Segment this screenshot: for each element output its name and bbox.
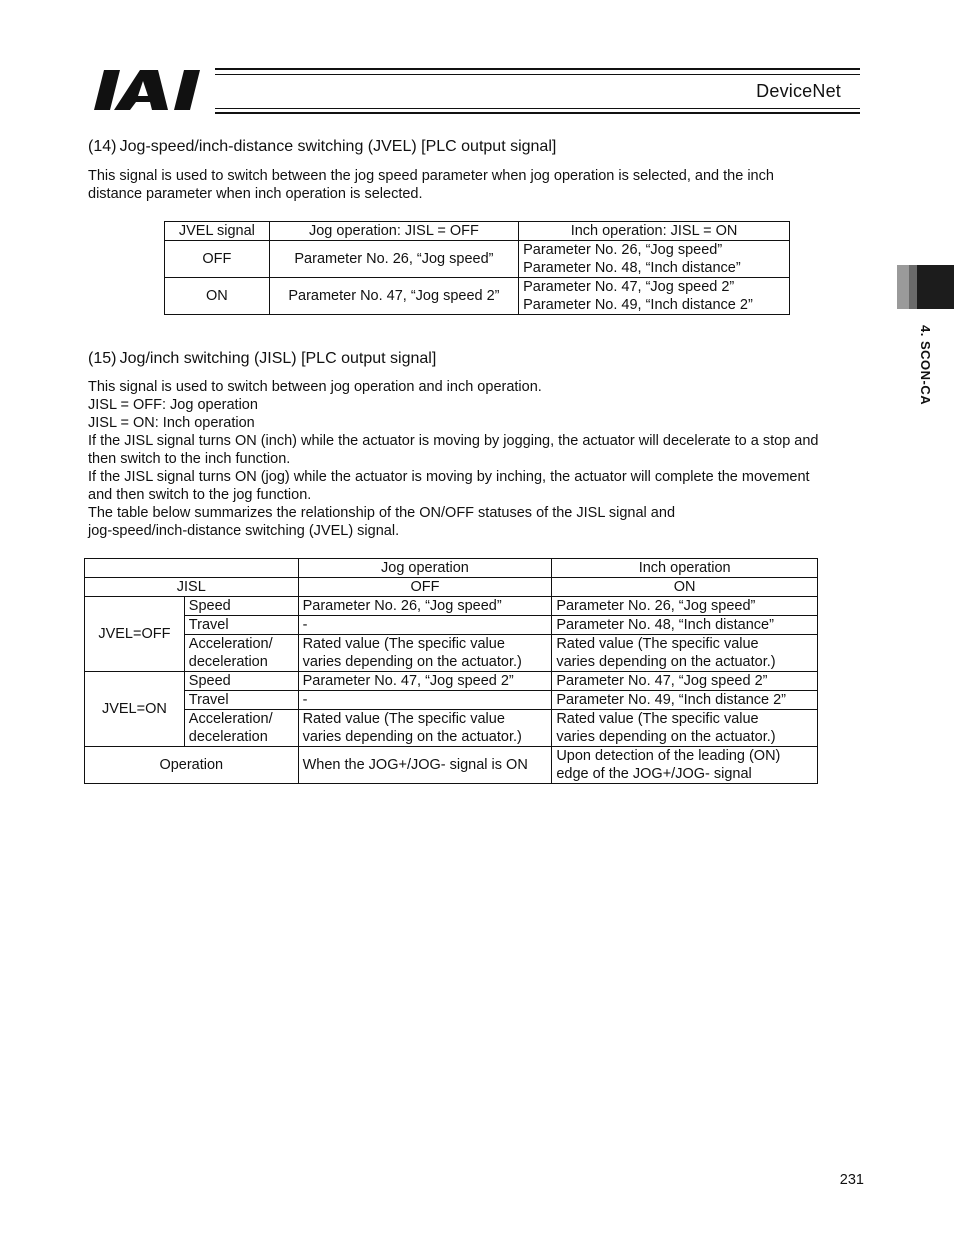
body-line: The table below summarizes the relationship of the ON/OFF statuses of the JISL signal and — [88, 505, 676, 521]
table-header-cell: Jog operation — [298, 559, 552, 578]
header-title: DeviceNet — [756, 81, 841, 101]
table-header-cell: Inch operation — [552, 559, 818, 578]
table-header-cell — [85, 559, 299, 578]
table-row — [85, 672, 818, 691]
table-row — [165, 241, 790, 278]
table-header-cell: Jog operation: JISL = OFF — [269, 222, 518, 241]
table-cell: ON — [165, 278, 270, 315]
section-15-heading: (15) Jog/inch switching (JISL) [PLC output signal] — [88, 350, 437, 367]
table-cell: Parameter No. 47, “Jog speed 2” — [269, 278, 518, 315]
body-line: and then switch to the jog function. — [88, 487, 312, 503]
iai-logo — [92, 66, 212, 114]
table-row — [85, 597, 818, 616]
table-cell: Parameter No. 47, “Jog speed 2” — [298, 672, 552, 691]
table-row — [85, 710, 818, 747]
section-14-body — [88, 167, 878, 203]
table-cell: Parameter No. 26, “Jog speed” — [298, 597, 552, 616]
table-cell: Acceleration/ deceleration — [184, 635, 298, 672]
table-cell: ON — [552, 578, 818, 597]
table-cell: Travel — [184, 616, 298, 635]
body-line: If the JISL signal turns ON (inch) while the actuator is moving by jogging, the actuator will decelerate to a stop and — [88, 433, 819, 449]
table-cell: Parameter No. 48, “Inch distance” — [552, 616, 818, 635]
table-cell: Parameter No. 26, “Jog speed” — [269, 241, 518, 278]
table-cell: OFF — [165, 241, 270, 278]
jisl-table — [84, 558, 818, 784]
header-rule — [215, 108, 860, 109]
body-line: distance parameter when inch operation is selected. — [88, 186, 423, 202]
header-rule — [215, 112, 860, 114]
table-cell: Speed — [184, 597, 298, 616]
table-cell: Rated value (The specific value varies depending on the actuator.) — [552, 635, 818, 672]
table-cell: Travel — [184, 691, 298, 710]
table-cell: Rated value (The specific value varies depending on the actuator.) — [552, 710, 818, 747]
table-cell: - — [298, 691, 552, 710]
table-cell: - — [298, 616, 552, 635]
body-line: This signal is used to switch between the jog speed parameter when jog operation is selected, and the inch — [88, 168, 774, 184]
section-14-heading: (14) Jog-speed/inch-distance switching (JVEL) [PLC output signal] — [88, 138, 557, 155]
chapter-tab-label: 4. SCON-CA — [918, 325, 933, 406]
table-cell: Parameter No. 47, “Jog speed 2” — [552, 672, 818, 691]
table-cell: OFF — [298, 578, 552, 597]
table-cell: When the JOG+/JOG- signal is ON — [298, 747, 552, 784]
page-number: 231 — [839, 1172, 864, 1188]
table-row — [85, 616, 818, 635]
table-header-row — [85, 559, 818, 578]
jvel-table — [164, 221, 790, 315]
body-line: If the JISL signal turns ON (jog) while the actuator is moving by inching, the actuator will complete the movement — [88, 469, 810, 485]
table-cell: Parameter No. 47, “Jog speed 2” Parameter No. 49, “Inch distance 2” — [519, 278, 790, 315]
header-rule — [215, 74, 860, 75]
table-group-label: JVEL=OFF — [85, 597, 185, 672]
table-group-label: JVEL=ON — [85, 672, 185, 747]
table-cell: Rated value (The specific value varies depending on the actuator.) — [298, 710, 552, 747]
table-cell: Acceleration/ deceleration — [184, 710, 298, 747]
table-cell: Upon detection of the leading (ON) edge of the JOG+/JOG- signal — [552, 747, 818, 784]
table-row — [85, 635, 818, 672]
table-row — [85, 747, 818, 784]
table-cell: Rated value (The specific value varies depending on the actuator.) — [298, 635, 552, 672]
header-rule — [215, 68, 860, 70]
table-header-cell: JVEL signal — [165, 222, 270, 241]
table-cell: Parameter No. 49, “Inch distance 2” — [552, 691, 818, 710]
body-line: jog-speed/inch-distance switching (JVEL) signal. — [88, 523, 400, 539]
table-cell: JISL — [85, 578, 299, 597]
table-header-row — [165, 222, 790, 241]
table-cell: Parameter No. 26, “Jog speed” — [552, 597, 818, 616]
table-cell: Operation — [85, 747, 299, 784]
body-line: JISL = ON: Inch operation — [88, 415, 255, 431]
table-cell: Parameter No. 26, “Jog speed” Parameter No. 48, “Inch distance” — [519, 241, 790, 278]
body-line: then switch to the inch function. — [88, 451, 291, 467]
table-row — [165, 278, 790, 315]
body-line: This signal is used to switch between jog operation and inch operation. — [88, 379, 542, 395]
table-cell: Speed — [184, 672, 298, 691]
table-row — [85, 578, 818, 597]
table-header-cell: Inch operation: JISL = ON — [519, 222, 790, 241]
section-15-body — [88, 378, 878, 540]
body-line: JISL = OFF: Jog operation — [88, 397, 258, 413]
chapter-tab — [897, 265, 954, 309]
table-row — [85, 691, 818, 710]
